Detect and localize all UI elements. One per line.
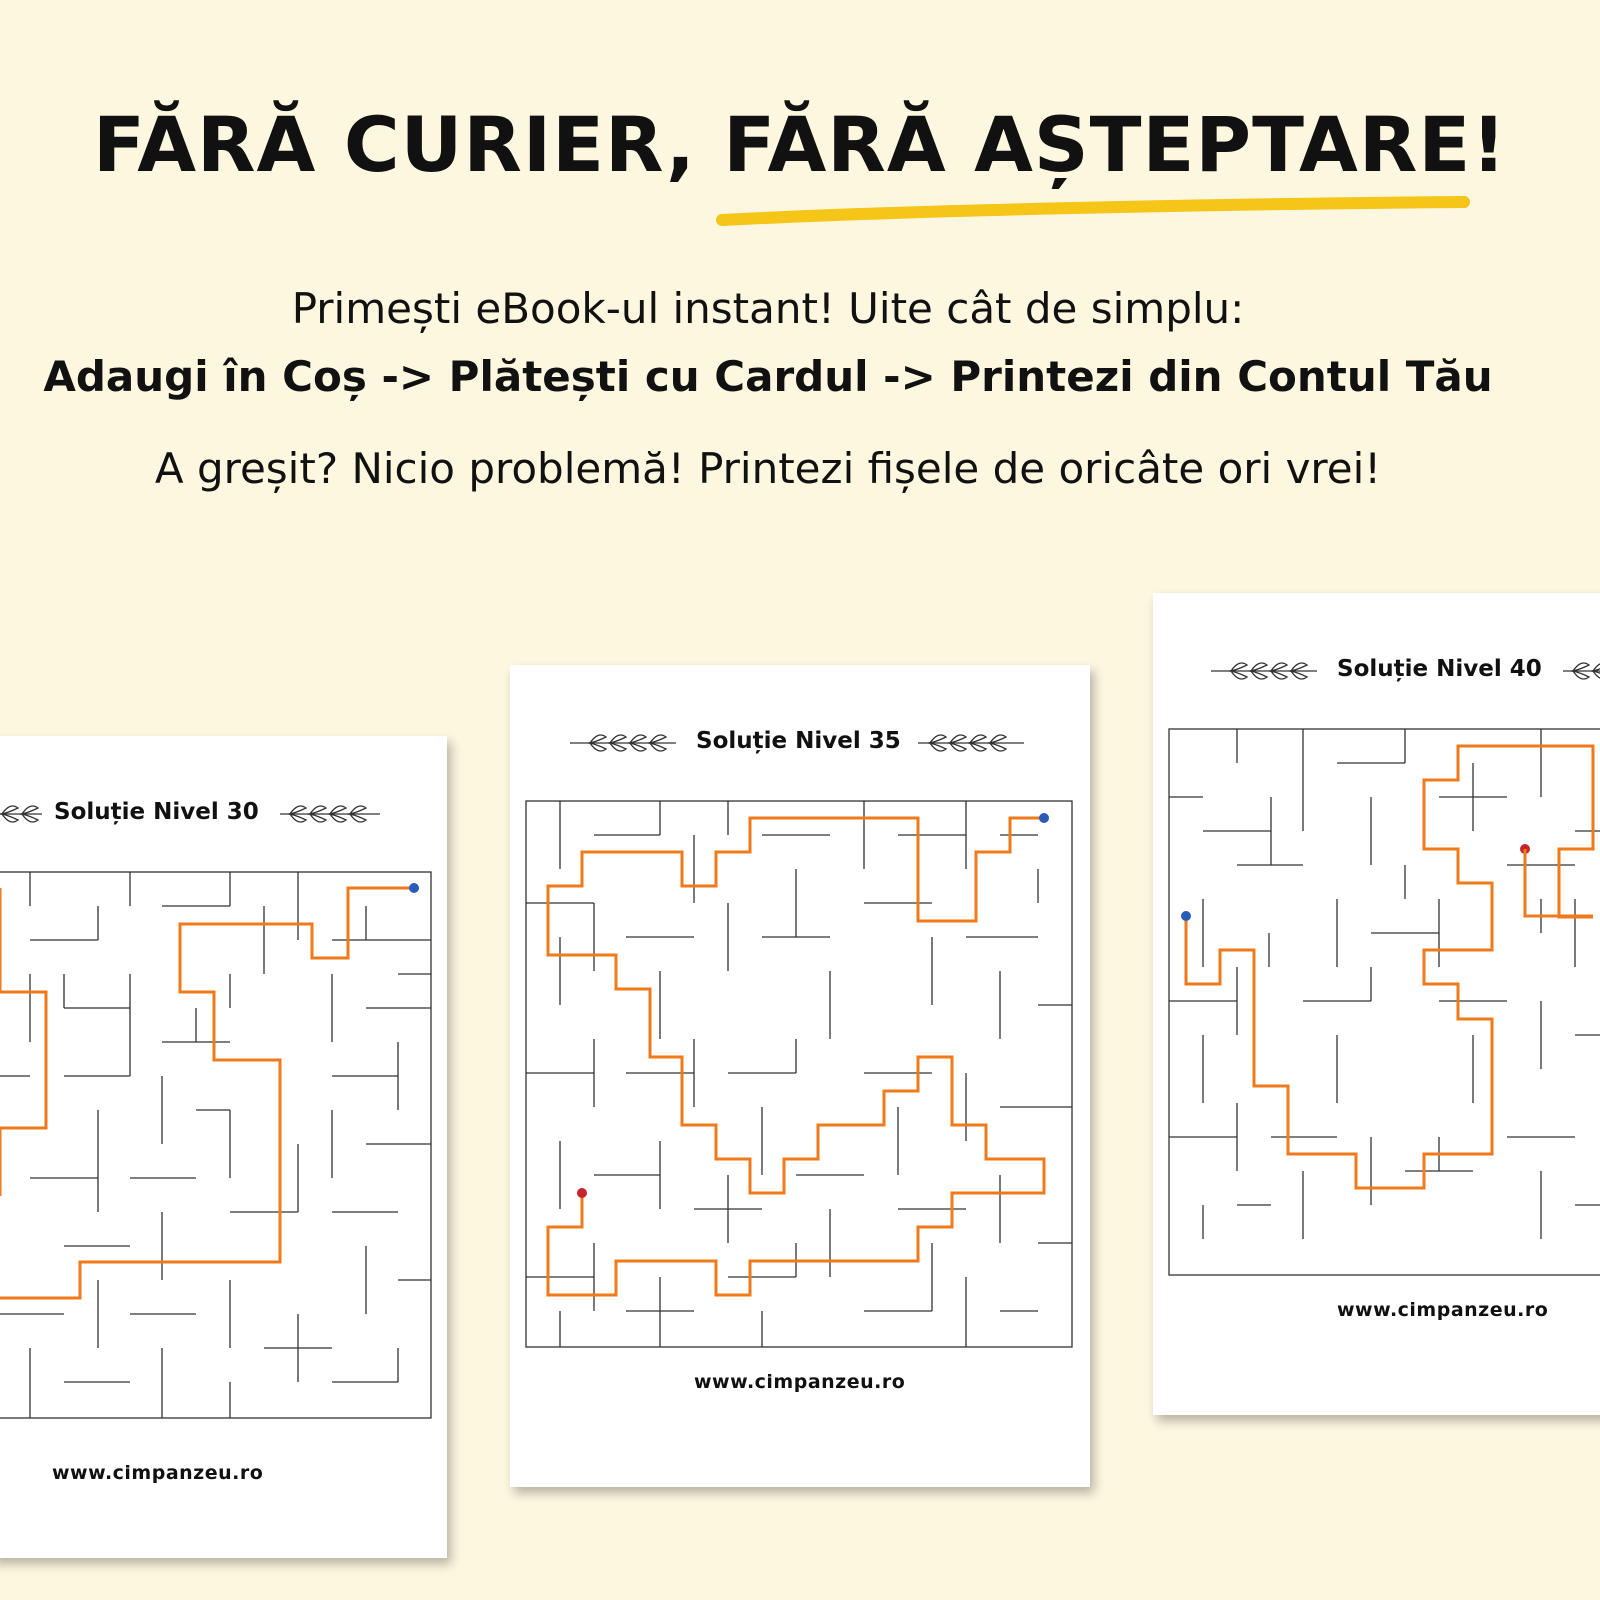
- worksheet-nivel-40: [1153, 593, 1600, 1415]
- maze-nivel-30: [0, 736, 447, 1558]
- subtitle-steps: Adaugi în Coș -> Plătești cu Cardul -> Printezi din Contul Tău: [43, 352, 1493, 401]
- sheet-url: www.cimpanzeu.ro: [52, 1462, 264, 1484]
- worksheet-nivel-35: [510, 665, 1090, 1487]
- worksheet-nivel-30: [0, 736, 447, 1558]
- sheet-title: Soluție Nivel 30: [54, 799, 259, 825]
- sheet-url: www.cimpanzeu.ro: [694, 1371, 906, 1393]
- sheet-title: Soluție Nivel 40: [1337, 656, 1542, 682]
- subtitle-instant: Primești eBook-ul instant! Uite cât de simplu:: [291, 284, 1245, 333]
- headline: FĂRĂ CURIER, FĂRĂ AȘTEPTARE!: [93, 100, 1507, 189]
- subtitle-reprint: A greșit? Nicio problemă! Printezi fișele de oricâte ori vrei!: [154, 444, 1382, 493]
- sheet-title: Soluție Nivel 35: [696, 728, 901, 754]
- headline-underline: [716, 196, 1470, 230]
- maze-nivel-40: [1153, 593, 1600, 1415]
- sheet-url: www.cimpanzeu.ro: [1337, 1299, 1549, 1321]
- maze-nivel-35: [510, 665, 1090, 1487]
